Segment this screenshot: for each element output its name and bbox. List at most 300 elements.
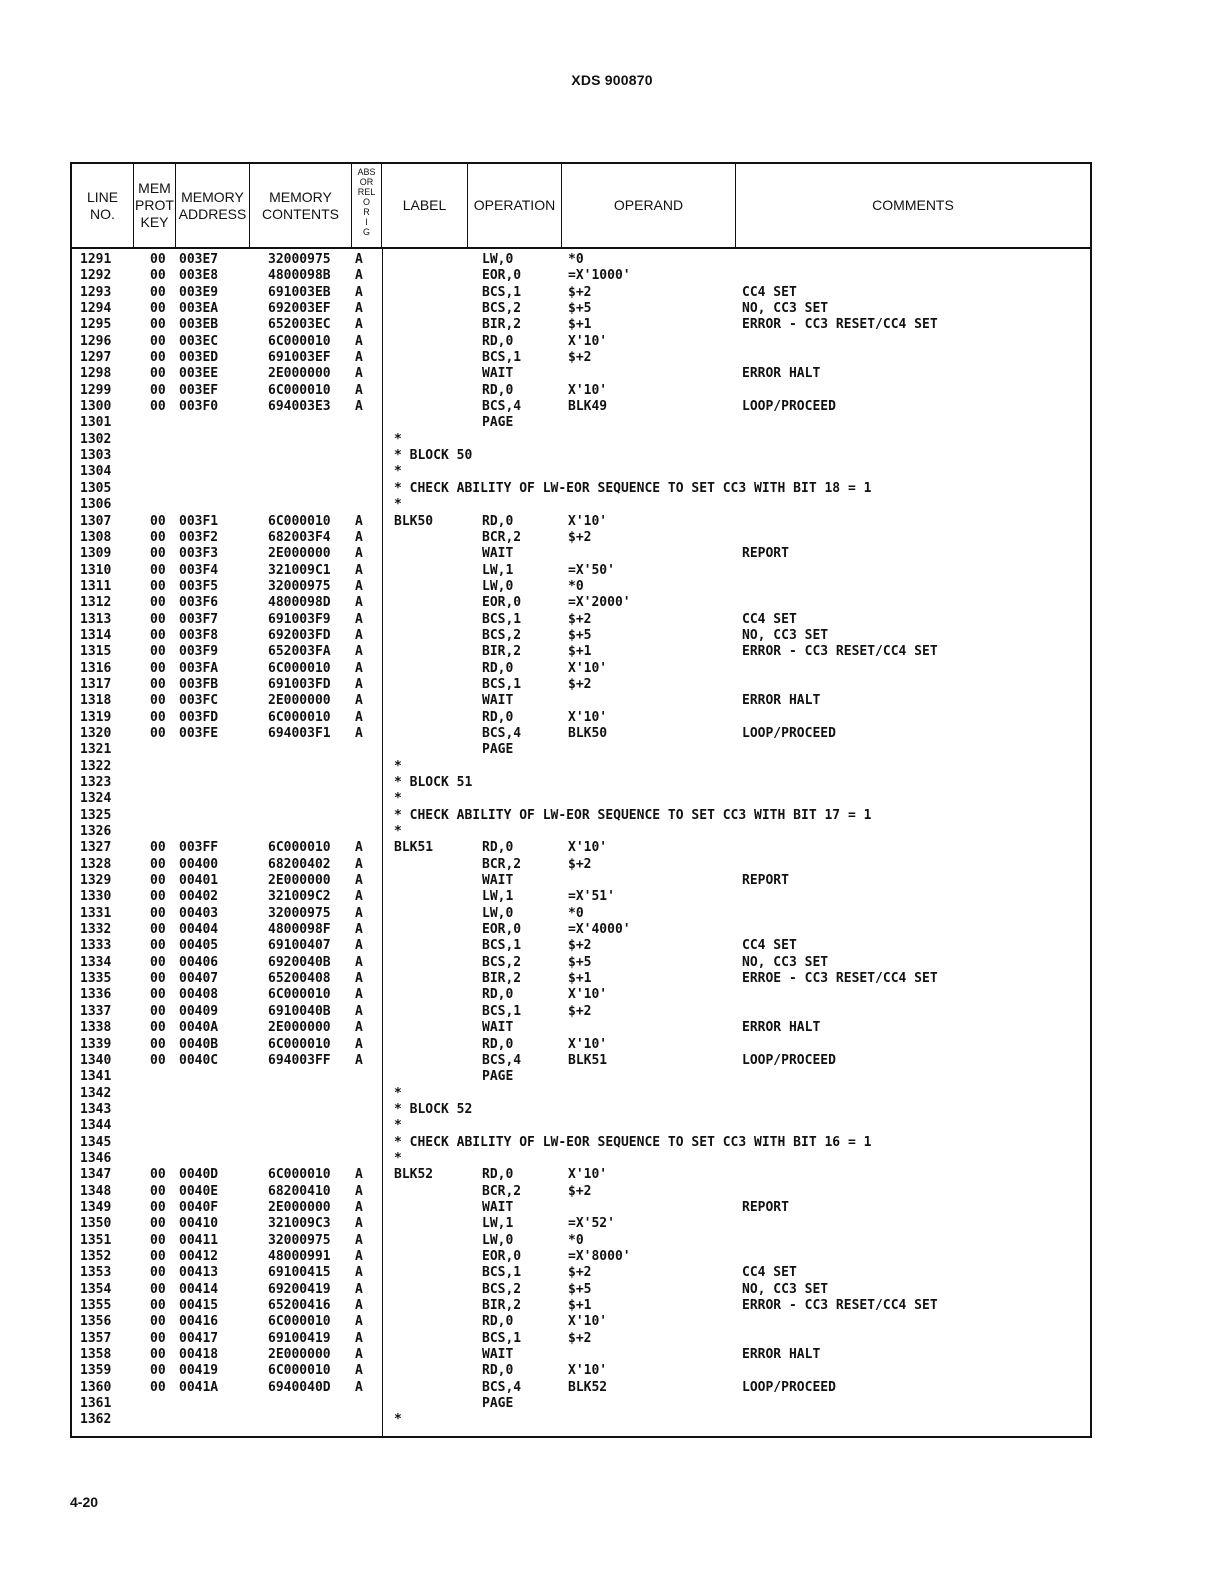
memory-address: 00411: [179, 1232, 219, 1248]
listing-row: [72, 710, 1090, 726]
listing-row: [72, 677, 1090, 693]
header-memory-address: MEMORY ADDRESS: [176, 164, 250, 247]
line-number: 1327: [80, 840, 112, 856]
protection-key: 00: [150, 284, 166, 300]
memory-contents: 32000975: [268, 578, 331, 594]
line-number: 1295: [80, 317, 112, 333]
header-operand: OPERAND: [562, 164, 736, 247]
memory-contents: 682003F4: [268, 529, 331, 545]
line-number: 1314: [80, 627, 112, 643]
operand-field: $+5: [568, 627, 592, 643]
protection-key: 00: [150, 513, 166, 529]
operation-code: BCS,1: [482, 611, 522, 627]
memory-contents: 691003EF: [268, 350, 331, 366]
listing-row: [72, 1086, 1090, 1102]
listing-row: [72, 906, 1090, 922]
operand-field: $+5: [568, 301, 592, 317]
listing-row: [72, 1069, 1090, 1085]
line-number: 1333: [80, 938, 112, 954]
protection-key: 00: [150, 856, 166, 872]
line-number: 1342: [80, 1085, 112, 1101]
memory-address: 003EC: [179, 333, 219, 349]
protection-key: 00: [150, 562, 166, 578]
memory-address: 003FC: [179, 693, 219, 709]
reloc-flag: A: [355, 399, 363, 415]
listing-row: [72, 726, 1090, 742]
reloc-flag: A: [355, 1281, 363, 1297]
operation-code: BCS,2: [482, 954, 522, 970]
memory-contents: 6C000010: [268, 513, 331, 529]
memory-address: 00410: [179, 1216, 219, 1232]
reloc-flag: A: [355, 546, 363, 562]
comment-text: NO, CC3 SET: [742, 1281, 829, 1297]
reloc-flag: A: [355, 1167, 363, 1183]
protection-key: 00: [150, 333, 166, 349]
operand-field: $+1: [568, 1298, 592, 1313]
reloc-flag: A: [355, 333, 363, 349]
operand-field: $+2: [568, 1003, 592, 1019]
line-number: 1312: [80, 595, 112, 611]
memory-address: 003F4: [179, 562, 219, 578]
operation-code: BCR,2: [482, 1183, 522, 1199]
protection-key: 00: [150, 1036, 166, 1052]
line-number: 1310: [80, 562, 112, 578]
line-number: 1360: [80, 1379, 112, 1395]
memory-contents: 6C000010: [268, 1363, 331, 1379]
protection-key: 00: [150, 366, 166, 382]
listing-row: [72, 366, 1090, 382]
operation-code: WAIT: [482, 693, 514, 709]
comment-statement: *: [394, 1150, 402, 1166]
memory-address: 0040A: [179, 1020, 219, 1036]
memory-address: 003EE: [179, 366, 219, 382]
statement-label: BLK51: [394, 840, 434, 856]
memory-address: 00404: [179, 922, 219, 938]
document-id: XDS 900870: [571, 72, 653, 88]
memory-address: 003E8: [179, 268, 219, 284]
operation-code: BCS,1: [482, 1265, 522, 1281]
comment-text: ERROR HALT: [742, 1347, 821, 1363]
protection-key: 00: [150, 987, 166, 1003]
memory-contents: 6C000010: [268, 660, 331, 676]
operand-field: *0: [568, 578, 584, 594]
memory-address: 003FA: [179, 660, 219, 676]
comment-text: ERROR - CC3 RESET/CC4 SET: [742, 1298, 938, 1313]
line-number: 1334: [80, 954, 112, 970]
operand-field: $+2: [568, 284, 592, 300]
protection-key: 00: [150, 382, 166, 398]
header-mem-prot-key: MEM PROT KEY: [134, 164, 176, 247]
line-number: 1352: [80, 1248, 112, 1264]
operation-code: LW,0: [482, 905, 514, 921]
memory-contents: 6C000010: [268, 333, 331, 349]
line-number: 1300: [80, 399, 112, 415]
operation-code: LW,1: [482, 889, 514, 905]
page-number: 4-20: [70, 1494, 99, 1510]
line-number: 1357: [80, 1330, 112, 1346]
protection-key: 00: [150, 644, 166, 660]
comment-text: ERROR - CC3 RESET/CC4 SET: [742, 317, 938, 333]
line-number: 1347: [80, 1167, 112, 1183]
line-number: 1345: [80, 1134, 112, 1150]
memory-address: 00414: [179, 1281, 219, 1297]
listing-row: [72, 644, 1090, 660]
listing-row: [72, 1135, 1090, 1151]
listing-row: [72, 530, 1090, 546]
line-number: 1309: [80, 546, 112, 562]
reloc-flag: A: [355, 1036, 363, 1052]
listing-row: [72, 922, 1090, 938]
listing-row: [72, 759, 1090, 775]
reloc-flag: A: [355, 676, 363, 692]
comment-statement: *: [394, 464, 402, 480]
memory-contents: 65200408: [268, 971, 331, 987]
comment-text: ERROE - CC3 RESET/CC4 SET: [742, 971, 938, 987]
protection-key: 00: [150, 595, 166, 611]
protection-key: 00: [150, 725, 166, 741]
listing-row: [72, 432, 1090, 448]
reloc-flag: A: [355, 366, 363, 382]
operation-code: LW,1: [482, 1216, 514, 1232]
operation-code: BIR,2: [482, 644, 522, 660]
memory-contents: 2E000000: [268, 873, 331, 889]
reloc-flag: A: [355, 1003, 363, 1019]
operand-field: $+2: [568, 529, 592, 545]
reloc-flag: A: [355, 660, 363, 676]
header-line-no: LINE NO.: [72, 164, 134, 247]
memory-contents: 691003FD: [268, 676, 331, 692]
operation-code: BIR,2: [482, 1298, 522, 1313]
reloc-flag: A: [355, 725, 363, 741]
memory-contents: 691003F9: [268, 611, 331, 627]
listing-row: [72, 563, 1090, 579]
reloc-flag: A: [355, 284, 363, 300]
reloc-flag: A: [355, 1314, 363, 1330]
line-number: 1306: [80, 497, 112, 513]
comment-statement: *: [394, 791, 402, 807]
reloc-flag: A: [355, 350, 363, 366]
memory-address: 00412: [179, 1248, 219, 1264]
line-number: 1349: [80, 1199, 112, 1215]
comment-statement: * CHECK ABILITY OF LW-EOR SEQUENCE TO SET CC3 WITH BIT 16 = 1: [394, 1134, 872, 1150]
operand-field: $+2: [568, 856, 592, 872]
comment-text: LOOP/PROCEED: [742, 1379, 836, 1395]
operation-code: BCR,2: [482, 529, 522, 545]
listing-row: [72, 1233, 1090, 1249]
reloc-flag: A: [355, 1020, 363, 1036]
protection-key: 00: [150, 1167, 166, 1183]
line-number: 1301: [80, 415, 112, 431]
reloc-flag: A: [355, 513, 363, 529]
protection-key: 00: [150, 1199, 166, 1215]
memory-address: 00418: [179, 1347, 219, 1363]
line-number: 1338: [80, 1020, 112, 1036]
operand-field: $+2: [568, 938, 592, 954]
line-number: 1344: [80, 1118, 112, 1134]
reloc-flag: A: [355, 938, 363, 954]
operation-code: EOR,0: [482, 1248, 522, 1264]
reloc-flag: A: [355, 1330, 363, 1346]
listing-row: [72, 1020, 1090, 1036]
operation-code: BCS,4: [482, 1052, 522, 1068]
operation-code: RD,0: [482, 382, 514, 398]
operand-field: X'10': [568, 1167, 608, 1183]
protection-key: 00: [150, 317, 166, 333]
memory-contents: 694003F1: [268, 725, 331, 741]
memory-address: 00417: [179, 1330, 219, 1346]
operand-field: X'10': [568, 333, 608, 349]
memory-address: 003EA: [179, 301, 219, 317]
memory-contents: 32000975: [268, 1232, 331, 1248]
operand-field: X'10': [568, 382, 608, 398]
operand-field: =X'51': [568, 889, 615, 905]
reloc-flag: A: [355, 905, 363, 921]
memory-address: 003F8: [179, 627, 219, 643]
line-number: 1348: [80, 1183, 112, 1199]
protection-key: 00: [150, 693, 166, 709]
operand-field: $+2: [568, 350, 592, 366]
comment-text: LOOP/PROCEED: [742, 725, 836, 741]
memory-contents: 6C000010: [268, 1036, 331, 1052]
operation-code: WAIT: [482, 1020, 514, 1036]
operand-field: BLK51: [568, 1052, 608, 1068]
listing-row: [72, 840, 1090, 856]
operation-code: BCS,1: [482, 1003, 522, 1019]
protection-key: 00: [150, 546, 166, 562]
operation-code: BCS,2: [482, 1281, 522, 1297]
operand-field: X'10': [568, 987, 608, 1003]
protection-key: 00: [150, 1052, 166, 1068]
listing-row: [72, 334, 1090, 350]
statement-label: BLK50: [394, 513, 434, 529]
operand-field: $+5: [568, 1281, 592, 1297]
listing-row: [72, 693, 1090, 709]
operation-code: BCS,1: [482, 284, 522, 300]
listing-row: [72, 1118, 1090, 1134]
comment-text: ERROR HALT: [742, 693, 821, 709]
comment-statement: *: [394, 431, 402, 447]
listing-row: [72, 301, 1090, 317]
line-number: 1319: [80, 709, 112, 725]
comment-text: REPORT: [742, 546, 789, 562]
reloc-flag: A: [355, 922, 363, 938]
memory-contents: 692003EF: [268, 301, 331, 317]
line-number: 1292: [80, 268, 112, 284]
line-number: 1359: [80, 1363, 112, 1379]
line-number: 1335: [80, 971, 112, 987]
memory-address: 003FB: [179, 676, 219, 692]
comment-statement: * CHECK ABILITY OF LW-EOR SEQUENCE TO SET CC3 WITH BIT 18 = 1: [394, 480, 872, 496]
comment-text: LOOP/PROCEED: [742, 399, 836, 415]
reloc-flag: A: [355, 987, 363, 1003]
reloc-flag: A: [355, 317, 363, 333]
memory-address: 003ED: [179, 350, 219, 366]
memory-contents: 69200419: [268, 1281, 331, 1297]
memory-address: 0040B: [179, 1036, 219, 1052]
operand-field: $+1: [568, 971, 592, 987]
reloc-flag: A: [355, 268, 363, 284]
line-number: 1302: [80, 431, 112, 447]
operand-field: X'10': [568, 1363, 608, 1379]
operand-field: X'10': [568, 840, 608, 856]
operation-code: RD,0: [482, 840, 514, 856]
operand-field: =X'2000': [568, 595, 631, 611]
comment-statement: *: [394, 758, 402, 774]
operand-field: X'10': [568, 660, 608, 676]
comment-statement: *: [394, 824, 402, 840]
line-number: 1330: [80, 889, 112, 905]
listing-row: [72, 1314, 1090, 1330]
listing-row: [72, 612, 1090, 628]
memory-address: 0040C: [179, 1052, 219, 1068]
operation-code: LW,0: [482, 252, 514, 267]
protection-key: 00: [150, 889, 166, 905]
operation-code: BIR,2: [482, 317, 522, 333]
memory-address: 00408: [179, 987, 219, 1003]
operation-code: BCS,2: [482, 627, 522, 643]
listing-row: [72, 1396, 1090, 1412]
line-number: 1339: [80, 1036, 112, 1052]
operation-code: PAGE: [482, 1396, 514, 1412]
memory-address: 003F6: [179, 595, 219, 611]
line-number: 1351: [80, 1232, 112, 1248]
operand-field: =X'4000': [568, 922, 631, 938]
line-number: 1313: [80, 611, 112, 627]
memory-address: 003F2: [179, 529, 219, 545]
line-number: 1321: [80, 742, 112, 758]
listing-row: [72, 399, 1090, 415]
listing-row: [72, 889, 1090, 905]
listing-row: [72, 808, 1090, 824]
operation-code: LW,1: [482, 562, 514, 578]
listing-row: [72, 350, 1090, 366]
listing-row: [72, 661, 1090, 677]
memory-address: 0040F: [179, 1199, 219, 1215]
comment-text: CC4 SET: [742, 1265, 797, 1281]
statement-label: BLK52: [394, 1167, 434, 1183]
operation-code: BIR,2: [482, 971, 522, 987]
operation-code: BCS,1: [482, 1330, 522, 1346]
memory-address: 003F0: [179, 399, 219, 415]
listing-row: [72, 955, 1090, 971]
line-number: 1315: [80, 644, 112, 660]
operation-code: EOR,0: [482, 922, 522, 938]
memory-contents: 321009C1: [268, 562, 331, 578]
protection-key: 00: [150, 1281, 166, 1297]
line-number: 1343: [80, 1101, 112, 1117]
protection-key: 00: [150, 971, 166, 987]
protection-key: 00: [150, 529, 166, 545]
line-number: 1318: [80, 693, 112, 709]
operand-field: =X'1000': [568, 268, 631, 284]
memory-contents: 6C000010: [268, 987, 331, 1003]
listing-row: [72, 1037, 1090, 1053]
line-number: 1293: [80, 284, 112, 300]
memory-contents: 69100407: [268, 938, 331, 954]
memory-contents: 68200410: [268, 1183, 331, 1199]
reloc-flag: A: [355, 562, 363, 578]
protection-key: 00: [150, 1183, 166, 1199]
memory-contents: 6C000010: [268, 1167, 331, 1183]
memory-contents: 65200416: [268, 1298, 331, 1313]
listing-row: [72, 742, 1090, 758]
memory-contents: 4800098F: [268, 922, 331, 938]
memory-contents: 2E000000: [268, 1199, 331, 1215]
comment-statement: *: [394, 1085, 402, 1101]
operation-code: WAIT: [482, 1199, 514, 1215]
operand-field: BLK49: [568, 399, 608, 415]
line-number: 1329: [80, 873, 112, 889]
operation-code: WAIT: [482, 1347, 514, 1363]
protection-key: 00: [150, 350, 166, 366]
line-number: 1362: [80, 1412, 112, 1428]
protection-key: 00: [150, 301, 166, 317]
line-number: 1353: [80, 1265, 112, 1281]
reloc-flag: A: [355, 954, 363, 970]
protection-key: 00: [150, 1330, 166, 1346]
memory-contents: 2E000000: [268, 693, 331, 709]
memory-address: 003F5: [179, 578, 219, 594]
memory-contents: 652003EC: [268, 317, 331, 333]
memory-contents: 32000975: [268, 252, 331, 267]
listing-row: [72, 383, 1090, 399]
protection-key: 00: [150, 1379, 166, 1395]
line-number: 1317: [80, 676, 112, 692]
reloc-flag: A: [355, 301, 363, 317]
protection-key: 00: [150, 627, 166, 643]
operation-code: RD,0: [482, 1167, 514, 1183]
header-abs-rel-orig: ABS OR REL O R I G: [352, 164, 382, 247]
memory-address: 003F9: [179, 644, 219, 660]
reloc-flag: A: [355, 611, 363, 627]
line-number: 1311: [80, 578, 112, 594]
listing-row: [72, 1004, 1090, 1020]
memory-contents: 2E000000: [268, 1020, 331, 1036]
comment-text: CC4 SET: [742, 284, 797, 300]
memory-contents: 694003FF: [268, 1052, 331, 1068]
memory-contents: 4800098D: [268, 595, 331, 611]
listing-row: [72, 1347, 1090, 1363]
operand-field: X'10': [568, 513, 608, 529]
protection-key: 00: [150, 840, 166, 856]
comment-text: ERROR - CC3 RESET/CC4 SET: [742, 644, 938, 660]
listing-row: [72, 481, 1090, 497]
line-number: 1340: [80, 1052, 112, 1068]
memory-contents: 48000991: [268, 1248, 331, 1264]
line-number: 1328: [80, 856, 112, 872]
line-number: 1346: [80, 1150, 112, 1166]
protection-key: 00: [150, 954, 166, 970]
memory-address: 003F3: [179, 546, 219, 562]
reloc-flag: A: [355, 1347, 363, 1363]
reloc-flag: A: [355, 1199, 363, 1215]
table-header: [72, 164, 1090, 249]
reloc-flag: A: [355, 578, 363, 594]
listing-row: [72, 938, 1090, 954]
line-number: 1336: [80, 987, 112, 1003]
operation-code: RD,0: [482, 1363, 514, 1379]
operand-field: *0: [568, 905, 584, 921]
operation-code: RD,0: [482, 709, 514, 725]
reloc-flag: A: [355, 873, 363, 889]
operation-code: LW,0: [482, 578, 514, 594]
reloc-flag: A: [355, 1248, 363, 1264]
protection-key: 00: [150, 1347, 166, 1363]
memory-contents: 6910040B: [268, 1003, 331, 1019]
header-comments: COMMENTS: [872, 197, 954, 213]
listing-row: [72, 285, 1090, 301]
operation-code: WAIT: [482, 546, 514, 562]
